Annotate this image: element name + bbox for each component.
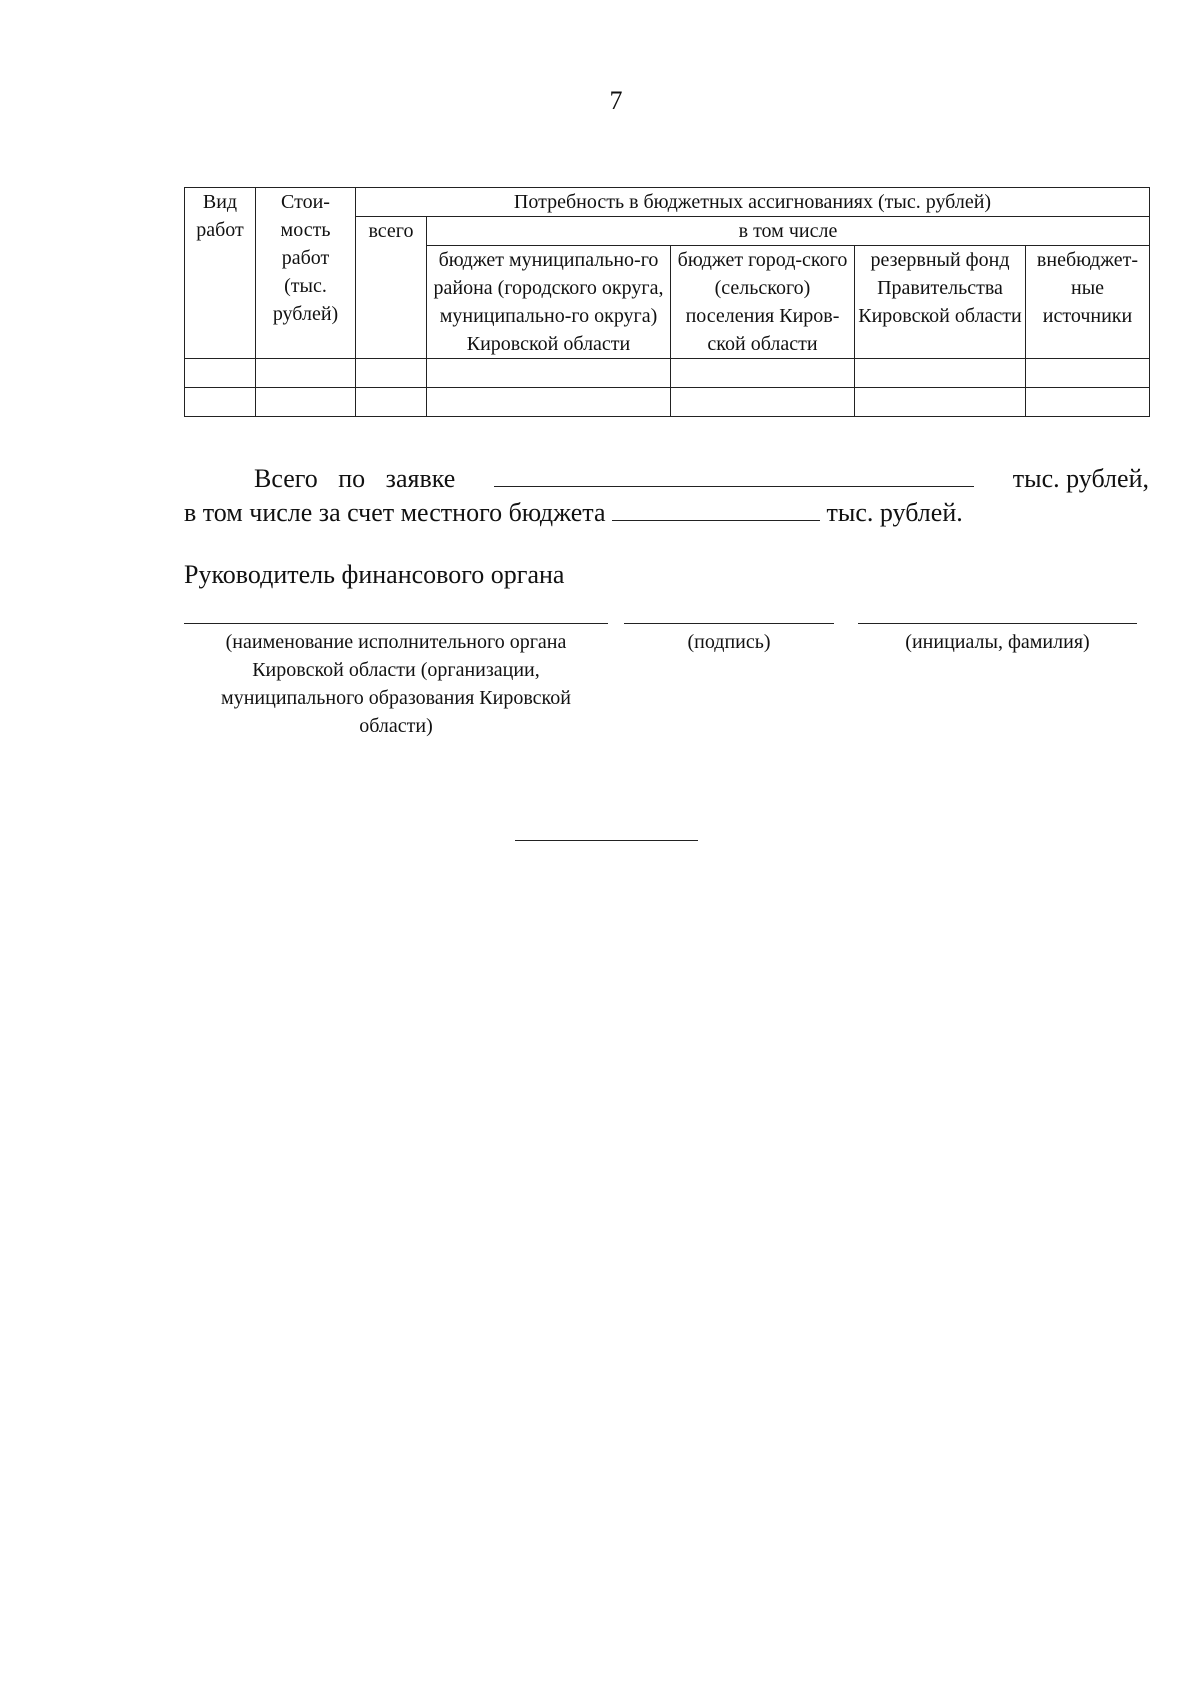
col-header-reserve-fund: резервный фонд Правительства Кировской области	[855, 246, 1026, 359]
totals-request-label: Всего по заявке	[254, 464, 456, 493]
table-cell[interactable]	[1026, 388, 1150, 417]
table-cell[interactable]	[427, 359, 671, 388]
table-header-row-1	[185, 188, 1150, 217]
col-header-work-type: Вид работ	[185, 188, 256, 359]
table-cell[interactable]	[855, 359, 1026, 388]
table-cell[interactable]	[356, 359, 427, 388]
col-header-extrabudgetary: внебюджет-ные источники	[1026, 246, 1150, 359]
totals-local-unit: тыс. рублей.	[826, 498, 963, 527]
col-header-total: всего	[356, 217, 427, 359]
table-cell[interactable]	[1026, 359, 1150, 388]
totals-local-blank[interactable]	[612, 494, 820, 521]
table-cell[interactable]	[185, 388, 256, 417]
table-cell[interactable]	[256, 388, 356, 417]
col-header-municipal-budget: бюджет муниципально-го района (городского округа, муниципально-го округа) Кировской области	[427, 246, 671, 359]
col-header-including: в том числе	[427, 217, 1150, 246]
table-cell[interactable]	[855, 388, 1026, 417]
totals-line-request	[184, 460, 1149, 496]
table-cell[interactable]	[671, 359, 855, 388]
table-cell[interactable]	[185, 359, 256, 388]
totals-line-local	[184, 494, 1149, 530]
table-row	[185, 359, 1150, 388]
col-header-budget-need: Потребность в бюджетных ассигнованиях (тыс. рублей)	[356, 188, 1150, 217]
totals-request-unit: тыс. рублей,	[1012, 464, 1149, 493]
document-end-rule	[515, 840, 698, 841]
signature-name-line[interactable]	[858, 623, 1137, 624]
budget-request-table	[184, 187, 1150, 417]
signature-title: Руководитель финансового органа	[184, 560, 565, 589]
totals-request-blank[interactable]	[494, 460, 974, 487]
table-cell[interactable]	[256, 359, 356, 388]
signature-sign-caption: (подпись)	[687, 631, 771, 653]
table-row	[185, 388, 1150, 417]
page-number: 7	[609, 86, 623, 115]
table-cell[interactable]	[427, 388, 671, 417]
signature-org-caption: (наименование исполнительного органа Кировской области (организации, муниципального образования Кировской области)	[221, 631, 571, 737]
totals-local-label: в том числе за счет местного бюджета	[184, 498, 606, 527]
col-header-work-cost: Стои-мость работ (тыс. рублей)	[256, 188, 356, 359]
signature-sign-line[interactable]	[624, 623, 834, 624]
signature-name-caption: (инициалы, фамилия)	[905, 631, 1090, 653]
table-cell[interactable]	[671, 388, 855, 417]
col-header-settlement-budget: бюджет город-ского (сельского) поселения Киров-ской области	[671, 246, 855, 359]
table-cell[interactable]	[356, 388, 427, 417]
signature-org-line[interactable]	[184, 623, 608, 624]
